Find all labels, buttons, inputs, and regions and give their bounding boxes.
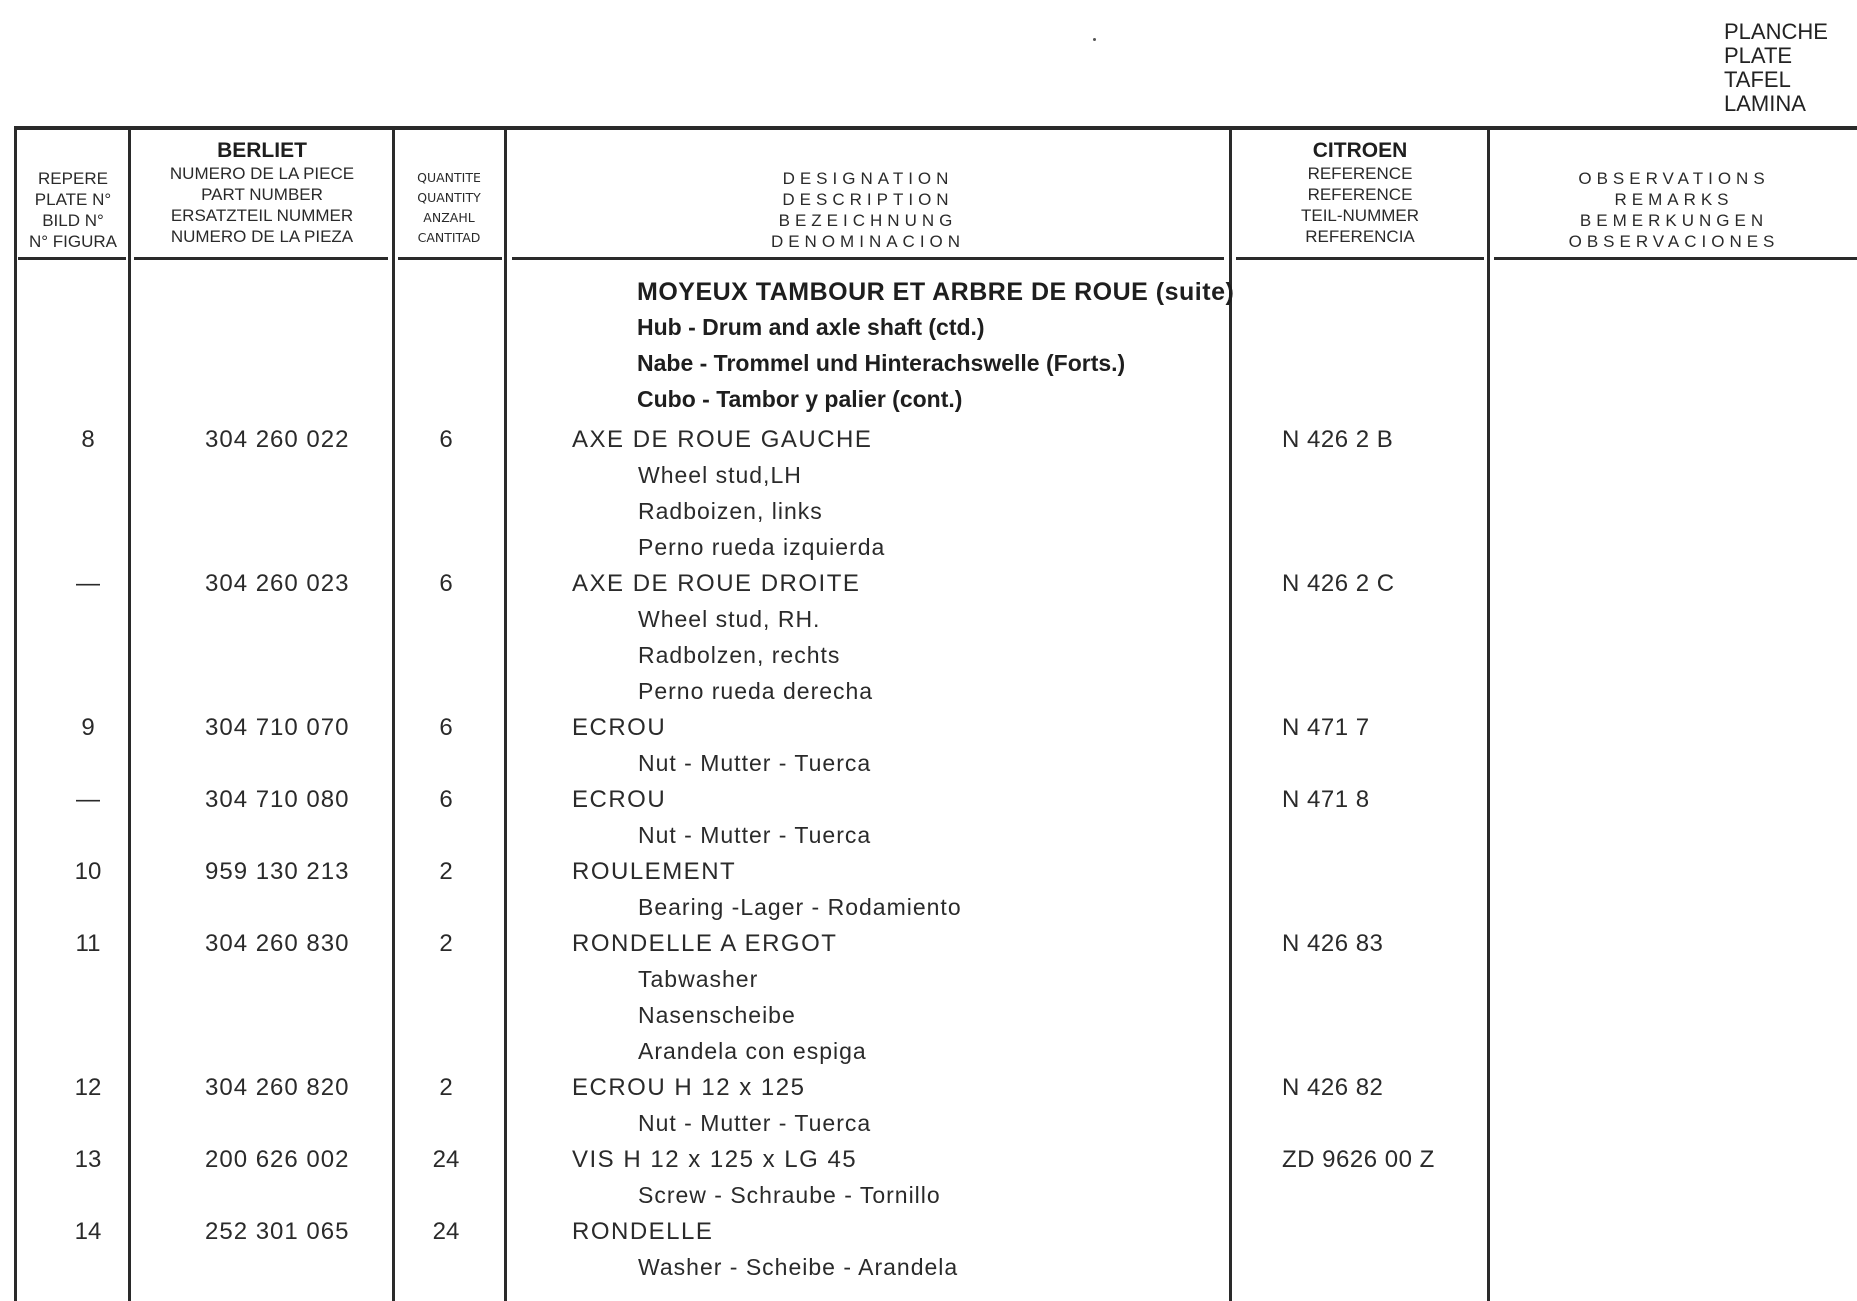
header-observations-line: REMARKS <box>1614 190 1734 209</box>
header-observations-line: BEMERKUNGEN <box>1579 211 1769 230</box>
row-designation-subline: Radboizen, links <box>638 498 823 524</box>
row-citroen-ref: N 471 7 <box>1282 714 1370 741</box>
section-title-es: Cubo - Tambor y palier (cont.) <box>637 386 963 412</box>
header-berliet <box>131 139 393 247</box>
row-quantity: 2 <box>439 1074 453 1101</box>
row-citroen-ref: ZD 9626 00 Z <box>1282 1146 1435 1173</box>
header-quantite-line: QUANTITE <box>417 170 481 185</box>
col-divider-5 <box>1487 128 1490 1301</box>
header-rule-berliet <box>134 257 388 260</box>
row-quantity: 6 <box>439 426 453 453</box>
section-title-de: Nabe - Trommel und Hinterachswelle (Forts.) <box>637 350 1126 376</box>
row-repere: 12 <box>74 1074 102 1101</box>
row-quantity: 2 <box>439 858 453 885</box>
row-designation-subline: Arandela con espiga <box>638 1038 867 1064</box>
row-part-number: 959 130 213 <box>205 858 350 885</box>
row-quantity: 6 <box>439 786 453 813</box>
row-repere: 8 <box>81 426 95 453</box>
header-observations-line: OBSERVATIONS <box>1578 169 1770 188</box>
row-quantity: 24 <box>432 1146 460 1173</box>
section-title-en: Hub - Drum and axle shaft (ctd.) <box>637 314 985 340</box>
row-quantity: 6 <box>439 570 453 597</box>
plate-label-de: TAFEL <box>1724 67 1791 92</box>
header-citroen <box>1233 139 1487 247</box>
header-berliet-line: ERSATZTEIL NUMMER <box>170 206 354 225</box>
header-citroen-line: REFERENCIA <box>1305 227 1415 246</box>
row-part-number: 252 301 065 <box>205 1218 350 1245</box>
row-part-number: 304 710 080 <box>205 786 350 813</box>
row-designation-subline: Wheel stud,LH <box>638 462 802 488</box>
row-part-number: 304 260 820 <box>205 1074 350 1101</box>
header-citroen-line: TEIL-NUMMER <box>1300 206 1420 225</box>
row-designation-subline: Bearing -Lager - Rodamiento <box>638 894 962 920</box>
header-designation-line: DESIGNATION <box>782 169 954 188</box>
row-citroen-ref: N 426 2 B <box>1282 426 1394 453</box>
row-designation-subline: Tabwasher <box>638 966 759 992</box>
row-repere: 10 <box>74 858 102 885</box>
header-berliet-line: NUMERO DE LA PIECE <box>169 164 355 183</box>
row-citroen-ref: N 426 83 <box>1282 930 1384 957</box>
row-repere: — <box>76 570 100 597</box>
col-divider-left <box>14 128 17 1301</box>
row-designation-subline: Radbolzen, rechts <box>638 642 841 668</box>
header-rule-observations <box>1494 257 1857 260</box>
row-part-number: 200 626 002 <box>205 1146 350 1173</box>
header-quantite-line: ANZAHL <box>423 210 475 225</box>
row-citroen-ref: N 426 2 C <box>1282 570 1395 597</box>
scan-speck <box>1093 38 1096 41</box>
row-designation-subline: Washer - Scheibe - Arandela <box>638 1254 959 1280</box>
header-repere-line: BILD N° <box>42 211 104 230</box>
header-berliet-brand: BERLIET <box>217 139 307 162</box>
header-repere-line: REPERE <box>38 169 108 188</box>
header-repere-line: PLATE N° <box>34 190 112 209</box>
header-rule-repere <box>18 257 126 260</box>
row-repere: 14 <box>74 1218 102 1245</box>
table-top-rule <box>14 126 1857 130</box>
row-quantity: 24 <box>432 1218 460 1245</box>
row-designation-subline: Perno rueda derecha <box>638 678 874 704</box>
row-part-number: 304 260 023 <box>205 570 350 597</box>
row-designation: AXE DE ROUE DROITE <box>572 570 861 597</box>
row-part-number: 304 710 070 <box>205 714 350 741</box>
plate-label-fr: PLANCHE <box>1724 19 1828 44</box>
row-citroen-ref: N 426 82 <box>1282 1074 1384 1101</box>
row-repere: — <box>76 786 100 813</box>
row-designation: AXE DE ROUE GAUCHE <box>572 426 873 453</box>
row-designation-subline: Nut - Mutter - Tuerca <box>638 1110 872 1136</box>
row-part-number: 304 260 022 <box>205 426 350 453</box>
header-designation-line: DENOMINACION <box>770 232 966 251</box>
header-designation-line: DESCRIPTION <box>782 190 954 209</box>
row-designation: ECROU <box>572 714 667 741</box>
row-repere: 13 <box>74 1146 102 1173</box>
row-designation: VIS H 12 x 125 x LG 45 <box>572 1146 858 1173</box>
row-designation: ECROU <box>572 786 667 813</box>
header-quantite-line: CANTITAD <box>417 230 481 245</box>
row-repere: 11 <box>75 930 101 957</box>
row-repere: 9 <box>81 714 95 741</box>
header-citroen-brand: CITROEN <box>1312 139 1408 162</box>
header-observations <box>1491 168 1857 252</box>
row-designation: ROULEMENT <box>572 858 737 885</box>
row-designation: RONDELLE A ERGOT <box>572 930 838 957</box>
row-quantity: 2 <box>439 930 453 957</box>
row-designation: ECROU H 12 x 125 <box>572 1074 806 1101</box>
row-designation-subline: Nasenscheibe <box>638 1002 796 1028</box>
row-citroen-ref: N 471 8 <box>1282 786 1370 813</box>
col-divider-2 <box>392 128 395 1301</box>
header-rule-designation <box>512 257 1224 260</box>
header-designation <box>508 168 1228 252</box>
header-quantite-line: QUANTITY <box>417 190 481 205</box>
plate-label <box>1724 20 1828 116</box>
row-designation: RONDELLE <box>572 1218 714 1245</box>
header-berliet-line: PART NUMBER <box>201 185 323 204</box>
header-quantite <box>396 168 502 248</box>
header-designation-line: BEZEICHNUNG <box>778 211 958 230</box>
row-quantity: 6 <box>439 714 453 741</box>
header-repere-line: N° FIGURA <box>28 232 118 251</box>
section-title-fr: MOYEUX TAMBOUR ET ARBRE DE ROUE (suite) <box>637 278 1235 306</box>
header-citroen-line: REFERENCE <box>1307 164 1413 183</box>
row-part-number: 304 260 830 <box>205 930 350 957</box>
row-designation-subline: Wheel stud, RH. <box>638 606 821 632</box>
header-observations-line: OBSERVACIONES <box>1568 232 1780 251</box>
plate-label-es: LAMINA <box>1724 91 1806 116</box>
header-citroen-line: REFERENCE <box>1307 185 1413 204</box>
header-repere <box>18 168 128 252</box>
row-designation-subline: Perno rueda izquierda <box>638 534 886 560</box>
header-rule-quantite <box>398 257 502 260</box>
header-berliet-line: NUMERO DE LA PIEZA <box>170 227 354 246</box>
plate-label-en: PLATE <box>1724 43 1793 68</box>
header-rule-citroen <box>1236 257 1484 260</box>
col-divider-3 <box>504 128 507 1301</box>
row-designation-subline: Screw - Schraube - Tornillo <box>638 1182 941 1208</box>
row-designation-subline: Nut - Mutter - Tuerca <box>638 822 872 848</box>
row-designation-subline: Nut - Mutter - Tuerca <box>638 750 872 776</box>
